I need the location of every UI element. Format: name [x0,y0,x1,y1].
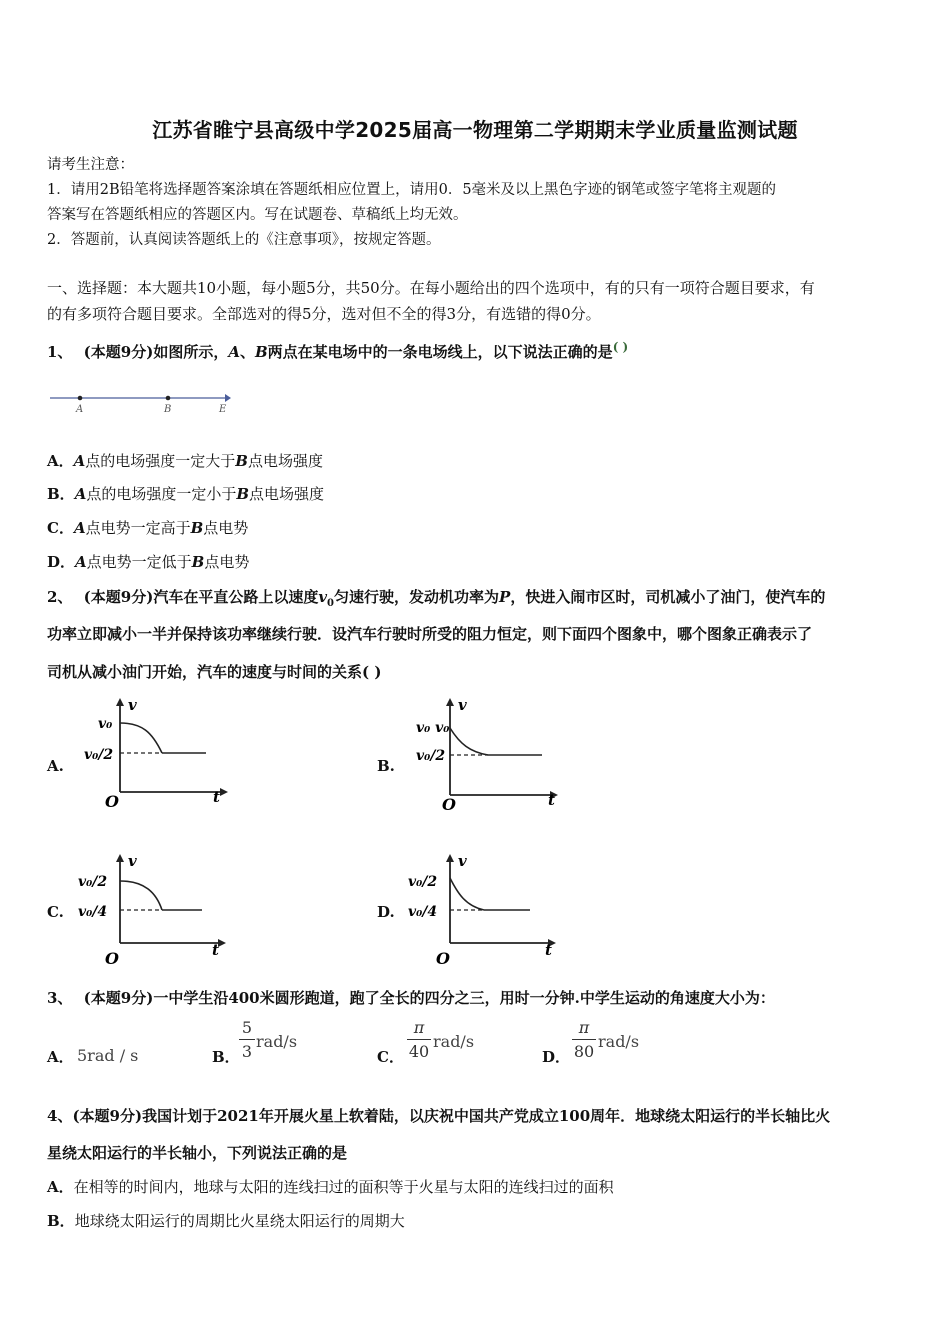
q2-v0-sub: 0 [327,598,335,609]
top-value-label: v₀ [98,716,113,732]
axis-t-label: t [545,941,552,959]
q1-field-line-figure [45,386,245,416]
axis-t-label: t [548,791,555,809]
notice-line-1b: 答案写在答题纸相应的答题区内。写在试题卷、草稿纸上均无效。 [47,207,468,223]
axis-v-label: v [458,696,467,714]
q2-text: ，快进入闹市区时，司机减小了油门，使汽车的 [510,588,826,606]
q3-option-c-unit: rad/s [433,1032,475,1051]
q3-option-b-fraction [239,1018,255,1061]
q2-graph-d[interactable] [400,848,580,968]
q3-number: 3、 [47,989,73,1007]
question-2-line-1 [47,586,825,609]
section-instructions-line-1: 一、选择题：本大题共10小题，每小题5分，共50分。在每小题给出的四个选项中，有的只有一项符合题目要求，有 [47,279,815,297]
axis-v-label: v [128,696,137,714]
top-value-label: v₀ v₀ [416,720,450,736]
origin-label: O [105,792,119,811]
q3-option-d-unit: rad/s [598,1032,640,1051]
q4-text: 我国计划于2021年开展火星上软着陆，以庆祝中国共产党成立100周年．地球绕太阳运行的半长轴比火 [142,1107,831,1125]
option-letter: D． [47,553,76,571]
q4-score: (本题9分) [72,1107,143,1125]
q2-v0: v [318,588,328,606]
q2-graph-b[interactable] [400,692,580,817]
option-letter: A． [47,452,74,470]
bottom-value-label: v₀/2 [416,748,446,764]
denominator: 80 [573,1042,595,1061]
q1-option-b[interactable] [47,483,324,504]
option-text: 在相等的时间内，地球与太阳的连线扫过的面积等于火星与太阳的连线扫过的面积 [73,1178,614,1196]
top-value-label: v₀/2 [78,874,108,890]
q1-paren: ( ) [612,340,629,354]
axis-v-label: v [458,852,467,870]
q2-text: 匀速行驶，发动机功率为 [334,588,500,606]
q3-option-d-letter[interactable]: D． [542,1048,571,1066]
numerator: π [578,1018,590,1037]
q4-option-b[interactable] [47,1210,405,1231]
bottom-value-label: v₀/4 [78,904,108,920]
question-2-line-3: 司机从减小油门开始，汽车的速度与时间的关系( ) [47,663,382,681]
option-text: 地球绕太阳运行的周期比火星绕太阳运行的周期大 [74,1212,405,1230]
notice-heading: 请考生注意： [47,157,134,173]
q3-option-b-unit: rad/s [256,1032,298,1051]
q3-option-a-letter[interactable]: A． [47,1048,74,1066]
section-instructions-line-2: 的有多项符合题目要求。全部选对的得5分，选对但不全的得3分，有选错的得0分。 [47,305,601,323]
q1-stem-a: 如图所示， [153,343,229,361]
q4-number: 4、 [47,1107,73,1125]
option-var: A [73,519,86,537]
point-b-dot [166,396,171,401]
axis-t-label: t [212,941,219,959]
denominator: 3 [241,1042,253,1061]
option-var: B [190,519,204,537]
velocity-curve [120,723,162,753]
option-letter: A． [47,1178,74,1196]
option-text: 点电势 [204,553,250,571]
question-2-line-2: 功率立即减小一半并保持该功率继续行驶．设汽车行驶时所受的阻力恒定，则下面四个图象中，哪个图象正确表示了 [47,625,813,643]
question-1-stem [47,341,628,362]
q2-text: 汽车在平直公路上以速度 [153,588,319,606]
q1-option-c[interactable] [47,517,248,538]
q1-var-a: A [228,343,240,361]
point-a-dot [78,396,83,401]
option-var: B [235,452,248,470]
q2-score: (本题9分) [83,588,154,606]
option-text: 点的电场强度一定小于 [86,485,237,503]
q2-p: P [499,588,511,606]
velocity-curve [120,881,162,910]
origin-label: O [442,795,456,814]
bottom-value-label: v₀/2 [84,747,114,763]
option-var: A [74,485,87,503]
q1-option-a[interactable] [47,450,323,471]
velocity-curve [450,878,484,910]
q2-option-b-letter[interactable]: B. [377,757,395,775]
question-3-stem [47,987,775,1008]
q1-var-b: B [254,343,268,361]
q3-option-c-fraction [407,1018,431,1061]
option-text: 点电势 [203,519,249,537]
q3-option-a-value: 5rad / s [77,1046,139,1065]
point-b-label: B [164,404,172,415]
question-4-line-2: 星绕太阳运行的半长轴小，下列说法正确的是 [47,1144,348,1162]
denominator: 40 [408,1042,430,1061]
axis-v-label: v [128,852,137,870]
origin-label: O [105,949,119,968]
option-letter: B． [47,485,75,503]
option-text: 点电势一定低于 [86,553,192,571]
option-text: 点电势一定高于 [85,519,191,537]
option-text: 点电场强度 [247,452,323,470]
q3-option-b-letter[interactable]: B． [212,1048,240,1066]
q1-sep: 、 [239,343,255,361]
point-a-label: A [76,404,84,415]
option-var: B [236,485,250,503]
page-title: 江苏省睢宁县高级中学2025届高一物理第二学期期末学业质量监测试题 [152,118,798,142]
q3-score: (本题9分) [83,989,154,1007]
notice-line-1: 1．请用2B铅笔将选择题答案涂填在答题纸相应位置上，请用0．5毫米及以上黑色字迹的钢笔或签字笔将主观题的 [47,182,777,198]
question-4-line-1 [47,1105,830,1126]
q3-option-c-letter[interactable]: C． [377,1048,404,1066]
notice-line-2: 2．答题前，认真阅读答题纸上的《注意事项》，按规定答题。 [47,232,441,248]
q3-text: 一中学生沿400米圆形跑道，跑了全长的四分之三，用时一分钟.中学生运动的角速度大小为： [153,989,775,1007]
option-text: 点的电场强度一定大于 [85,452,236,470]
q2-graph-a[interactable] [70,692,250,812]
option-letter: B． [47,1212,75,1230]
field-e-label: E [219,404,227,415]
q2-option-c-letter[interactable]: C. [47,903,64,921]
option-var: B [191,553,205,571]
axis-t-label: t [213,788,220,806]
q2-graph-c[interactable] [70,848,250,968]
q2-number: 2、 [47,588,73,606]
option-text: 点电场强度 [249,485,325,503]
q1-stem-b: 两点在某电场中的一条电场线上，以下说法正确的是 [267,343,613,361]
origin-label: O [436,949,450,968]
top-value-label: v₀/2 [408,874,438,890]
q2-option-a-letter[interactable]: A. [47,757,64,775]
numerator: 5 [241,1018,253,1037]
q1-score: (本题9分) [83,343,154,361]
velocity-curve [450,728,488,755]
option-var: A [75,553,87,571]
q2-option-d-letter[interactable]: D. [377,903,395,921]
q1-number: 1、 [47,343,73,361]
q3-option-d-fraction [572,1018,596,1061]
numerator: π [413,1018,425,1037]
option-letter: C． [47,519,74,537]
q4-option-a[interactable] [47,1176,614,1197]
q1-option-d[interactable] [47,551,249,572]
option-var: A [73,452,86,470]
bottom-value-label: v₀/4 [408,904,438,920]
